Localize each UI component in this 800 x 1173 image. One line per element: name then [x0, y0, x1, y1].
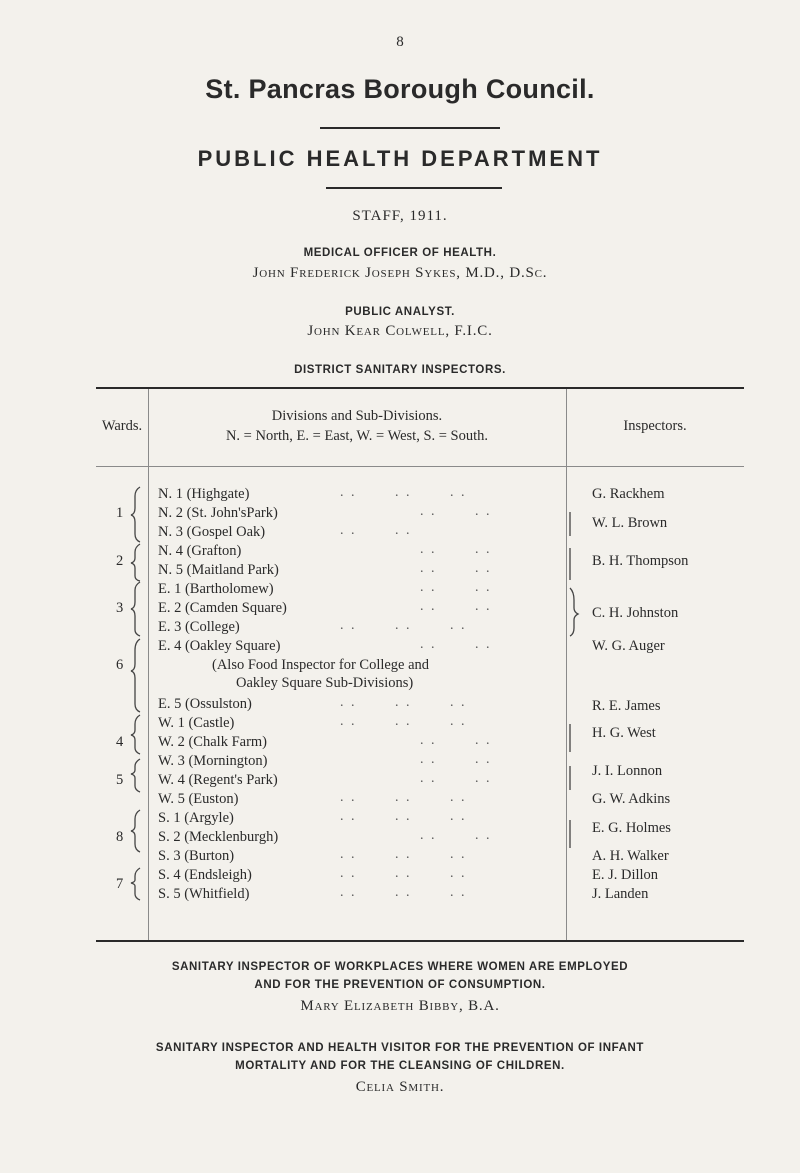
workplaces-inspector-name: Mary Elizabeth Bibby, B.A.: [300, 998, 500, 1014]
division-cell: S. 4 (Endsleigh): [158, 867, 252, 883]
inspector-name: E. G. Holmes: [592, 820, 671, 836]
staff-year: STAFF, 1911.: [352, 208, 448, 224]
inspector-name: R. E. James: [592, 698, 661, 714]
division-cell: E. 2 (Camden Square): [158, 600, 287, 616]
division-cell: N. 3 (Gospel Oak): [158, 524, 266, 540]
moh-heading: MEDICAL OFFICER OF HEALTH.: [303, 247, 497, 259]
leader-dots: . . . . . .: [340, 885, 467, 900]
leader-dots: . . . .: [420, 733, 492, 748]
column-header-wards: Wards.: [101, 418, 143, 434]
division-note: (Also Food Inspector for College and: [212, 657, 430, 673]
inspector-name: B. H. Thompson: [592, 553, 689, 569]
division-cell: E. 1 (Bartholomew): [158, 581, 274, 597]
leader-dots: . . . . . .: [340, 695, 467, 710]
leader-dots: . . . .: [420, 561, 492, 576]
division-cell: E. 5 (Ossulston): [158, 696, 252, 712]
inspector-name: W. L. Brown: [592, 515, 668, 531]
inspector-name: G. Rackhem: [592, 486, 665, 502]
leader-dots: . . . . . .: [340, 618, 467, 633]
inspector-name: C. H. Johnston: [592, 605, 679, 621]
document-title: St. Pancras Borough Council.: [205, 74, 595, 104]
title-divider: [320, 127, 500, 129]
division-cell: N. 5 (Maitland Park): [158, 562, 279, 578]
division-cell: W. 4 (Regent's Park): [158, 772, 278, 788]
ward-number: 4: [116, 734, 124, 750]
department-title: PUBLIC HEALTH DEPARTMENT: [197, 146, 603, 171]
leader-dots: . . . . . .: [340, 809, 467, 824]
ward-braces: [128, 484, 148, 906]
leader-dots: . . . . . .: [340, 485, 467, 500]
ward-number: 1: [116, 505, 124, 521]
table-header-rule: [96, 466, 744, 467]
moh-name: John Frederick Joseph Sykes, M.D., D.Sc.: [252, 265, 548, 281]
leader-dots: . . . .: [420, 828, 492, 843]
inspector-name: G. W. Adkins: [592, 791, 671, 807]
table-column-divider-1: [148, 389, 149, 940]
workplaces-heading-line2: AND FOR THE PREVENTION OF CONSUMPTION.: [254, 979, 546, 991]
division-cell: S. 2 (Mecklenburgh): [158, 829, 279, 845]
inspector-name: E. J. Dillon: [592, 867, 659, 883]
leader-dots: . . . .: [420, 752, 492, 767]
table-top-rule: [96, 387, 744, 389]
division-cell: N. 4 (Grafton): [158, 543, 242, 559]
division-cell: N. 1 (Highgate): [158, 486, 250, 502]
ward-number: 8: [116, 829, 124, 845]
infant-heading-line2: MORTALITY AND FOR THE CLEANSING OF CHILDREN.: [235, 1060, 565, 1072]
column-header-divisions-key: N. = North, E. = East, W. = West, S. = South.: [225, 428, 489, 444]
leader-dots: . . . .: [420, 504, 492, 519]
inspector-braces: [566, 484, 586, 906]
inspector-name: A. H. Walker: [592, 848, 669, 864]
ward-number: 7: [116, 876, 124, 892]
division-cell: W. 2 (Chalk Farm): [158, 734, 268, 750]
inspectors-heading: DISTRICT SANITARY INSPECTORS.: [294, 364, 506, 376]
ward-number: 6: [116, 657, 124, 673]
leader-dots: . . . . . .: [340, 847, 467, 862]
ward-number: 3: [116, 600, 124, 616]
column-header-divisions: Divisions and Sub-Divisions.: [271, 408, 443, 424]
workplaces-heading-line1: SANITARY INSPECTOR OF WORKPLACES WHERE WOMEN ARE EMPLOYED: [171, 961, 629, 973]
leader-dots: . . . .: [420, 637, 492, 652]
department-divider: [326, 187, 502, 189]
leader-dots: . . . .: [420, 542, 492, 557]
division-note: Oakley Square Sub-Divisions): [236, 675, 414, 691]
division-cell: E. 3 (College): [158, 619, 240, 635]
division-cell: W. 5 (Euston): [158, 791, 239, 807]
division-cell: S. 1 (Argyle): [158, 810, 234, 826]
analyst-heading: PUBLIC ANALYST.: [345, 306, 455, 318]
leader-dots: . . . . . .: [340, 714, 467, 729]
column-header-inspectors: Inspectors.: [623, 418, 687, 434]
leader-dots: . . . . . .: [340, 866, 467, 881]
division-cell: S. 3 (Burton): [158, 848, 235, 864]
infant-visitor-name: Celia Smith.: [355, 1079, 445, 1095]
analyst-name: John Kear Colwell, F.I.C.: [307, 323, 493, 339]
infant-heading-line1: SANITARY INSPECTOR AND HEALTH VISITOR FOR THE PREVENTION OF INFANT: [155, 1042, 645, 1054]
leader-dots: . . . .: [420, 599, 492, 614]
leader-dots: . . . . . .: [340, 790, 467, 805]
leader-dots: . . . .: [420, 580, 492, 595]
inspector-name: J. I. Lonnon: [592, 763, 663, 779]
division-cell: N. 2 (St. John'sPark): [158, 505, 278, 521]
division-cell: W. 1 (Castle): [158, 715, 235, 731]
division-cell: S. 5 (Whitfield): [158, 886, 250, 902]
inspector-name: J. Landen: [592, 886, 649, 902]
ward-number: 2: [116, 553, 124, 569]
leader-dots: . . . .: [420, 771, 492, 786]
table-bottom-rule: [96, 940, 744, 942]
ward-number: 5: [116, 772, 124, 788]
inspector-name: W. G. Auger: [592, 638, 665, 654]
division-cell: E. 4 (Oakley Square): [158, 638, 281, 654]
division-cell: W. 3 (Mornington): [158, 753, 268, 769]
inspector-name: H. G. West: [592, 725, 656, 741]
page-number: 8: [396, 34, 404, 50]
leader-dots: . . . .: [340, 523, 412, 538]
